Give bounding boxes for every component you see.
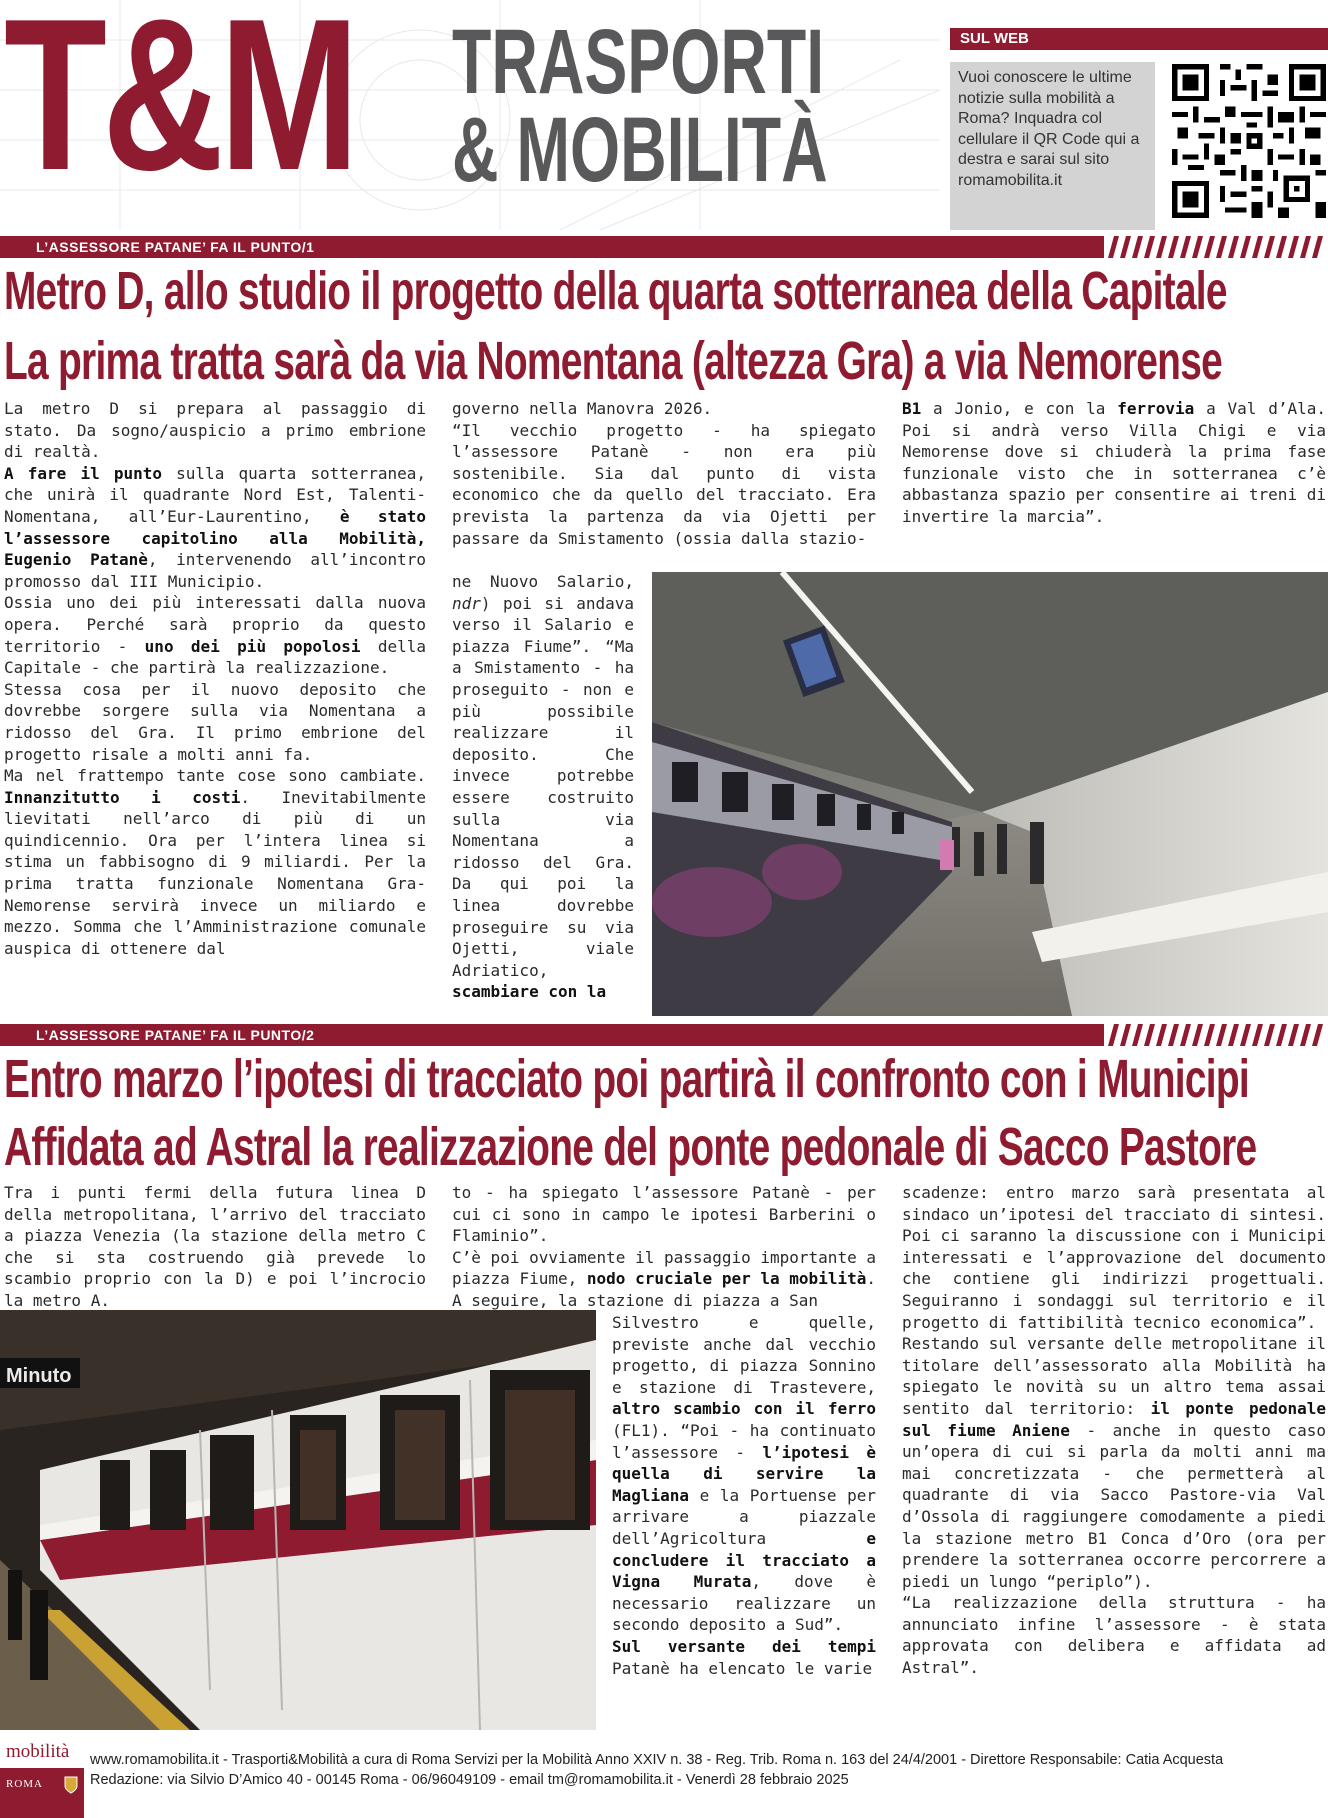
article1-headline1: Metro D, allo studio il progetto della quarta sotterranea della Capitale (4, 261, 1227, 321)
section-kicker-2: L’ASSESSORE PATANE’ FA IL PUNTO/2 (36, 1027, 315, 1043)
section-bar-2 (0, 1024, 1328, 1046)
article2-column2-top: to - ha spiegato l’assessore Patanè - per cui ci sono in campo le ipotesi Barberini o Flaminio”. C’è poi ovviamente il passaggio importante a piazza Fiume, nodo cruciale per la mobilità. A seguire, la stazione di piazza a San (452, 1183, 876, 1310)
article1-column3: B1 a Jonio, e con la ferrovia a Val d’Ala. Poi si andrà verso Villa Chigi e via Nemorense dove si chiuderà la prima fase funzionale visto che in sotterranea c’è abbastanza spazio per consentire ai treni di invertire la marcia”. (902, 399, 1326, 526)
footer-logo-roma: ROMA (6, 1778, 44, 1790)
article2-column2-narrow: Silvestro e quelle, previste anche dal vecchio progetto, di piazza Sonnino e stazione di Trastevere, altro scambio con il ferro (FL1). “Poi - ha continuato l’assessore - l’ipotesi è quella di servire la Magliana e la Portuense per arrivare a piazzale dell’Agricoltura e concludere il tracciato a Vigna Murata, dove è necessario realizzare un secondo deposito a Sud”. Sul versante dei tempi Patanè ha elencato le varie (612, 1313, 876, 1678)
section-bar-1 (0, 236, 1328, 258)
roma-crest-icon (64, 1776, 78, 1794)
article1-headline2: La prima tratta sarà da via Nomentana (altezza Gra) a via Nemorense (4, 331, 1223, 391)
section-kicker-1: L’ASSESSORE PATANE’ FA IL PUNTO/1 (36, 239, 315, 255)
masthead (0, 0, 1328, 230)
article1-photo (652, 572, 1328, 1016)
masthead-title-line2: & MOBILITÀ (452, 99, 828, 201)
footer-contacts: Redazione: via Silvio D’Amico 40 - 00145 Roma - 06/96049109 - email tm@romamobilita.it - Venerdì 28 febbraio 2025 (90, 1772, 849, 1788)
logo-tm: T&M (4, 0, 355, 215)
footer-logo (0, 1738, 84, 1818)
web-box-heading: SUL WEB (950, 28, 1328, 50)
article1-column2-top: governo nella Manovra 2026. “Il vecchio progetto - ha spiegato l’assessore Patanè - non era più sostenibile. Sia dal punto di vista economico che da quello del tracciato. Era prevista la partenza da via Ojetti per passare da Smistamento (ossia dalla stazio- (452, 399, 876, 548)
section-stripes-1 (1104, 236, 1328, 258)
masthead-title-line1: TRASPORTI (452, 11, 825, 113)
article2-photo (0, 1310, 596, 1730)
article2-column3: scadenze: entro marzo sarà presentata al sindaco un’ipotesi del tracciato di sintesi. Poi ci saranno la discussione con i Municipi interessati e l’approvazione del documento che contiene gli indirizzi progettuali. Seguiranno i sondaggi sul territorio e il progetto di fattibilità tecnico economica”. Restando sul versante delle metropolitane il titolare dell’assessorato alla Mobilità ha spiegato le novità su un altro tema assai sentito dal territorio: il ponte pedonale sul fiume Aniene - anche in questo caso un’opera di cui si parla da molti anni ma mai concretizzata - che permetterà al quadrante di via Sacco Pastore-via Val d’Ossola di raggiungere comodamente a piedi la stazione metro B1 Conca d’Oro (ora per prendere la sotterranea occorre percorrere a piedi un lungo “periplo”). “La realizzazione della struttura - ha annunciato infine l’assessore - è stata approvata con delibera e affidata ad Astral”. (902, 1183, 1327, 1678)
footer-logo-text: mobilità (6, 1741, 70, 1762)
web-box-text: Vuoi conoscere le ultime notizie sulla mobilità a Roma? Inquadra col cellulare il QR Code qui a destra e sarai sul sito romamobilita.it (950, 62, 1155, 230)
footer-credits: www.romamobilita.it - Trasporti&Mobilità a cura di Roma Servizi per la Mobilità Anno XXIV n. 38 - Reg. Trib. Roma n. 163 del 24/4/2001 - Direttore Responsabile: Catia Acquesta (90, 1752, 1224, 1768)
qr-code-icon[interactable] (1172, 64, 1326, 218)
article2-headline1: Entro marzo l’ipotesi di tracciato poi partirà il confronto con i Municipi (4, 1049, 1249, 1109)
article2-column1: Tra i punti fermi della futura linea D della metropolitana, l’arrivo del tracciato a piazza Venezia (la stazione della metro C che si sta costruendo già prevede lo scambio proprio con la D) e poi l’incrocio la metro A. (4, 1183, 426, 1310)
web-box (950, 28, 1328, 214)
footer (0, 1738, 1328, 1818)
article1-column1: La metro D si prepara al passaggio di stato. Da sogno/auspicio a primo embrione di realtà. A fare il punto sulla quarta sotterranea, che unirà il quadrante Nord Est, Talenti-Nomentana, all’Eur-Laurentino, è stato l’assessore capitolino alla Mobilità, Eugenio Patanè, intervenendo all’incontro promosso dal III Municipio. Ossia uno dei più interessati dalla nuova opera. Perché sarà proprio da questo territorio - uno dei più popolosi della Capitale - che partirà la realizzazione. Stessa cosa per il nuovo deposito che dovrebbe sorgere sulla via Nomentana a ridosso del Gra. Il primo embrione del progetto risale a molti anni fa. Ma nel frattempo tante cose sono cambiate. Innanzitutto i costi. Inevitabilmente lievitati nell’arco di più di un quindicennio. Ora per l’intera linea si stima un fabbisogno di 9 miliardi. Per la prima tratta funzionale Nomentana Gra-Nemorense servirà invece un miliardo e mezzo. Somma che l’Amministrazione comunale auspica di ottenere dal (4, 399, 426, 958)
article1-column2-narrow: ne Nuovo Salario, ndr) poi si andava verso il Salario e piazza Fiume”. “Ma a Smistamento - ha proseguito - non e più possibile realizzare il deposito. Che invece potrebbe essere costruito sulla via Nomentana a ridosso del Gra. Da qui poi la linea dovrebbe proseguire su via Ojetti, viale Adriatico, scambiare con la (452, 572, 634, 1002)
article2-headline2: Affidata ad Astral la realizzazione del ponte pedonale di Sacco Pastore (4, 1117, 1257, 1177)
station-sign: Minuto (6, 1365, 72, 1387)
section-stripes-2 (1104, 1024, 1328, 1046)
